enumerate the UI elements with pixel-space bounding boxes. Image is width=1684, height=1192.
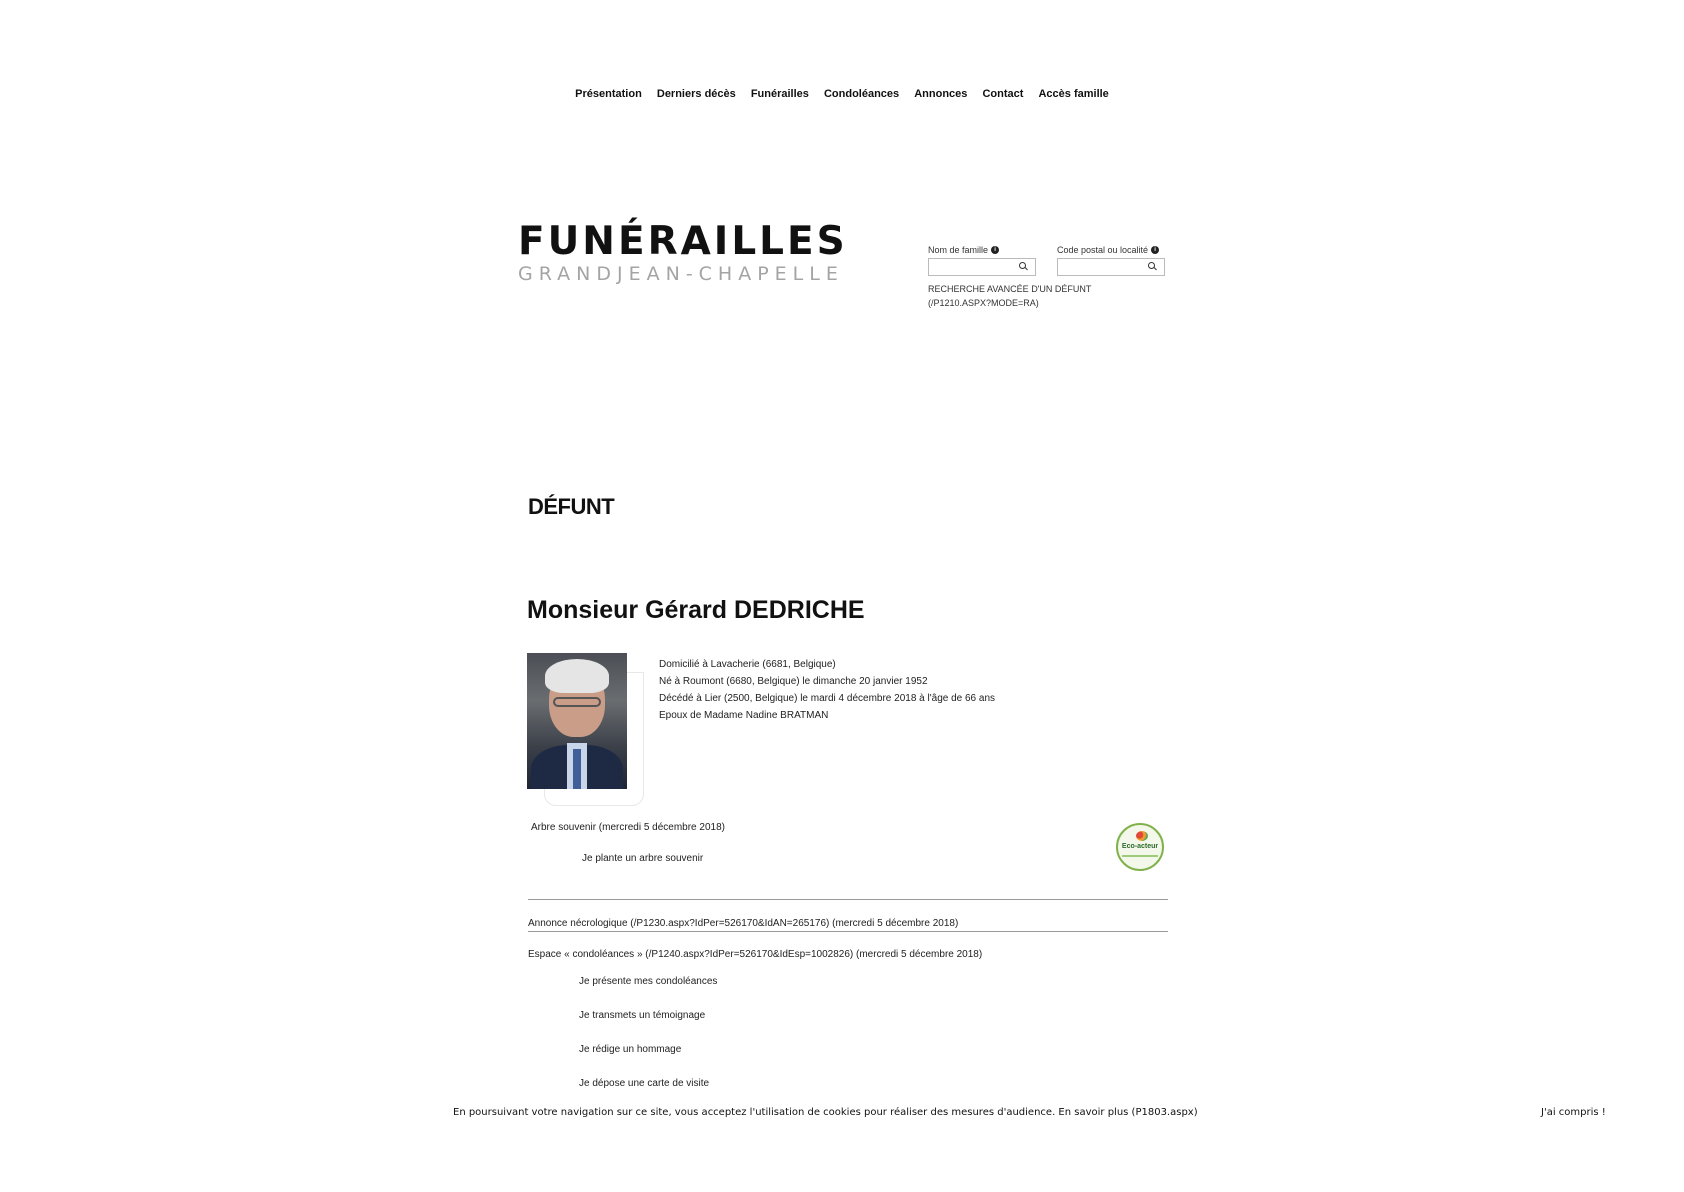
detail-spouse: Epoux de Madame Nadine BRATMAN — [659, 710, 829, 721]
name-search-box — [928, 258, 1036, 276]
cookie-notice: En poursuivant votre navigation sur ce site, vous acceptez l'utilisation de cookies pour réaliser des mesures d'audience. En savoir plus (P1803.aspx) — [453, 1107, 1198, 1118]
person-name: Monsieur Gérard DEDRICHE — [527, 596, 865, 624]
nav-item-contact[interactable]: Contact — [982, 88, 1024, 100]
section-title: DÉFUNT — [528, 494, 615, 519]
nav-item-acces-famille[interactable]: Accès famille — [1038, 88, 1109, 100]
nav-item-funerailles[interactable]: Funérailles — [750, 88, 809, 100]
nav-item-condoleances[interactable]: Condoléances — [823, 88, 900, 100]
info-icon[interactable]: i — [1151, 246, 1159, 254]
divider — [528, 931, 1168, 932]
condolences-space-link[interactable]: Espace « condoléances » (/P1240.aspx?IdPer=526170&IdEsp=1002826) (mercredi 5 décembre 2018) — [528, 949, 983, 960]
name-search-label: Nom de famille — [928, 245, 989, 255]
search-icon[interactable] — [1019, 262, 1029, 272]
advanced-search-link[interactable] — [928, 282, 1091, 310]
cookie-accept-button[interactable]: J'ai compris ! — [1541, 1107, 1606, 1118]
location-search-input[interactable] — [1058, 259, 1148, 275]
advanced-search-label: RECHERCHE AVANCÉE D'UN DÉFUNT — [928, 284, 1092, 294]
tree-heading: Arbre souvenir (mercredi 5 décembre 2018) — [531, 822, 725, 833]
logo-main-text: FUNÉRAILLES — [518, 219, 848, 264]
testimony-link[interactable]: Je transmets un témoignage — [579, 1010, 706, 1021]
necrology-link[interactable]: Annonce nécrologique (/P1230.aspx?IdPer=526170&IdAN=265176) (mercredi 5 décembre 2018) — [528, 918, 959, 929]
deceased-photo — [527, 653, 627, 789]
detail-death: Décédé à Lier (2500, Belgique) le mardi 4 décembre 2018 à l'âge de 66 ans — [659, 693, 996, 704]
business-card-link[interactable]: Je dépose une carte de visite — [579, 1078, 710, 1089]
location-search — [1057, 244, 1165, 276]
tribute-link[interactable]: Je rédige un hommage — [579, 1044, 682, 1055]
detail-birth: Né à Roumont (6680, Belgique) le dimanche 20 janvier 1952 — [659, 676, 928, 687]
info-icon[interactable]: i — [991, 246, 999, 254]
advanced-search-url: (/P1210.ASPX?MODE=RA) — [928, 298, 1039, 308]
detail-residence: Domicilié à Lavacherie (6681, Belgique) — [659, 659, 836, 670]
location-search-box — [1057, 258, 1165, 276]
eco-acteur-badge[interactable] — [1116, 823, 1164, 871]
name-search — [928, 244, 1036, 276]
name-search-input[interactable] — [929, 259, 1019, 275]
search-icon[interactable] — [1148, 262, 1158, 272]
nav-item-presentation[interactable]: Présentation — [575, 88, 642, 100]
present-condolences-link[interactable]: Je présente mes condoléances — [579, 976, 718, 987]
nav-item-annonces[interactable]: Annonces — [914, 88, 968, 100]
main-nav — [0, 88, 1684, 100]
divider — [528, 899, 1168, 900]
eco-badge-label: Eco-acteur — [1121, 843, 1159, 850]
plant-tree-link[interactable]: Je plante un arbre souvenir — [582, 853, 704, 864]
location-search-label: Code postal ou localité — [1057, 245, 1149, 255]
tree-icon — [1136, 831, 1148, 841]
nav-item-derniers-deces[interactable]: Derniers décès — [656, 88, 736, 100]
logo-sub-text: GRANDJEAN-CHAPELLE — [518, 263, 844, 285]
deceased-details — [659, 656, 995, 724]
site-logo[interactable] — [518, 219, 848, 286]
